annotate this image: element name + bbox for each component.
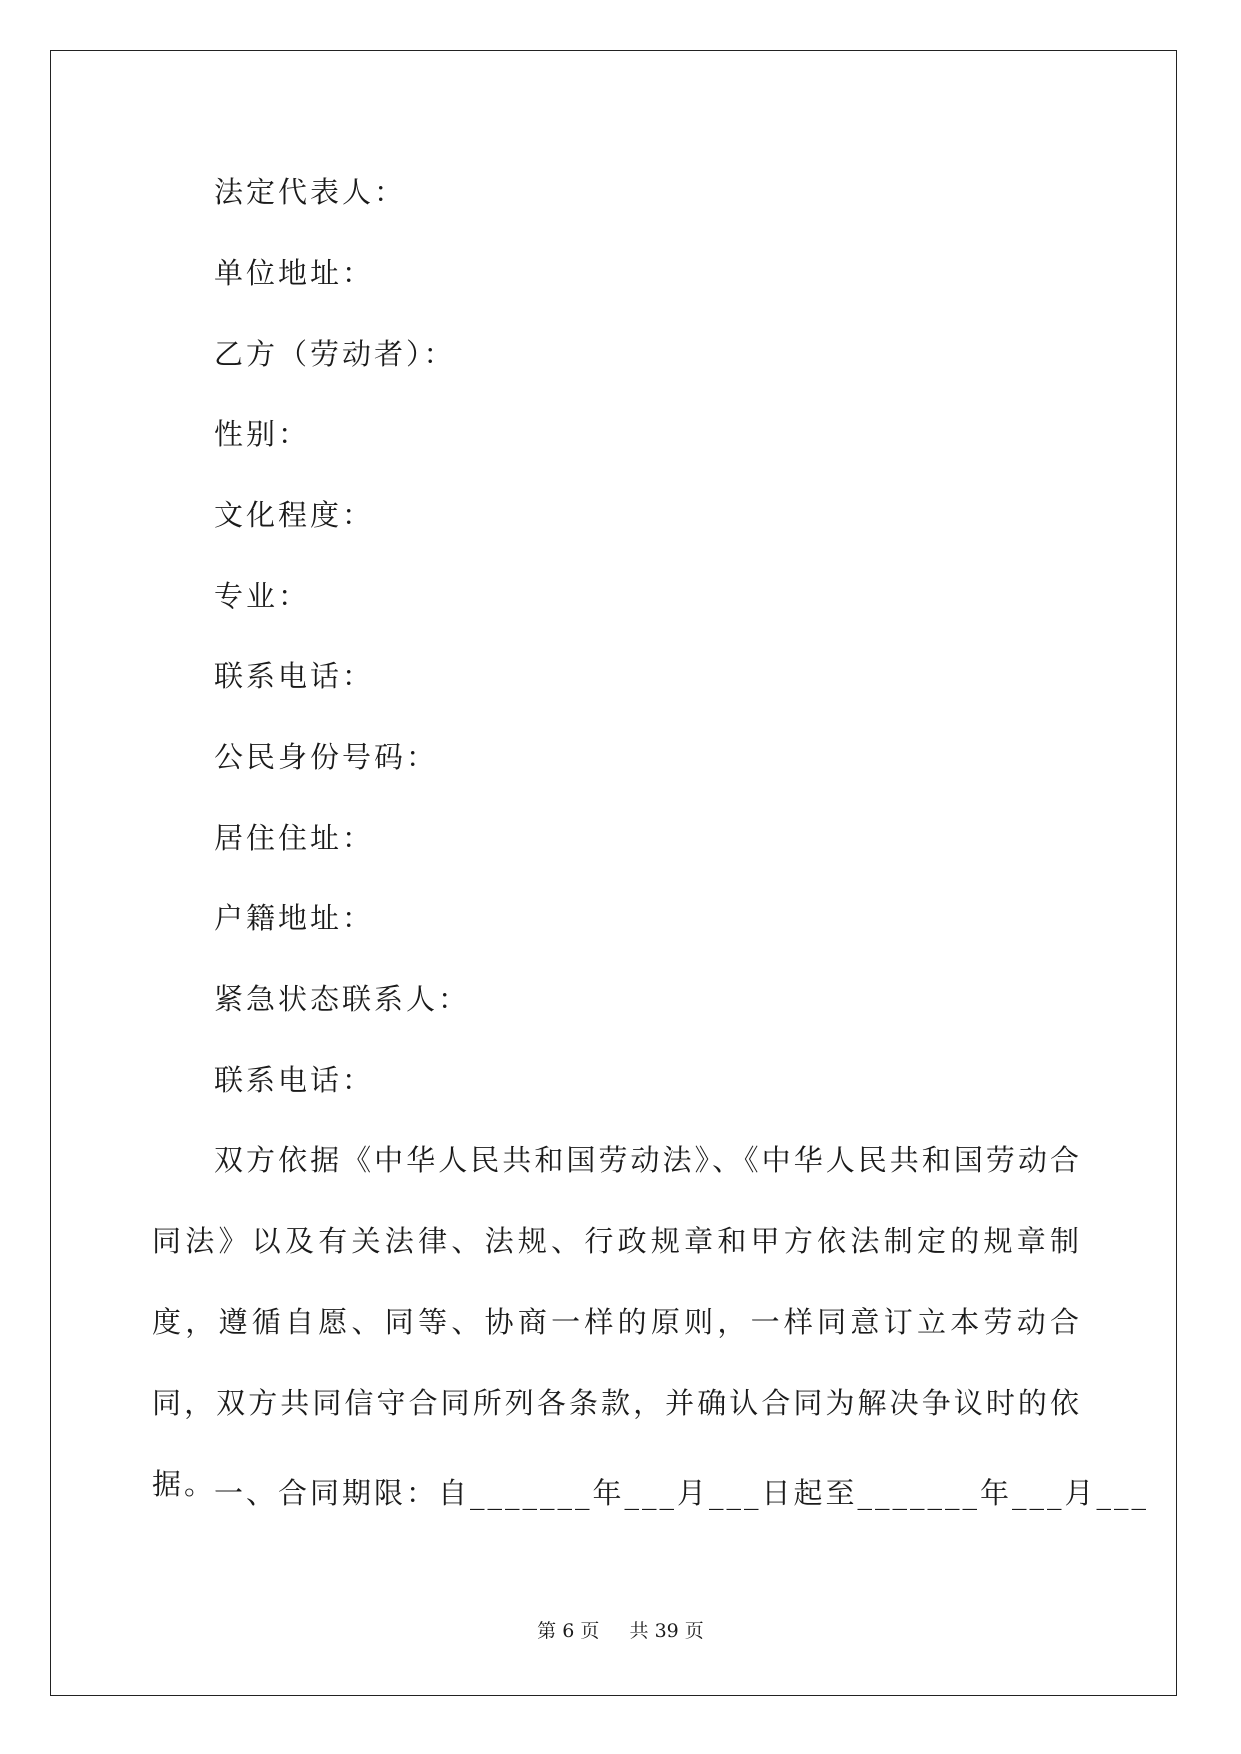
field-education: 文化程度： — [214, 498, 375, 532]
field-emergency-phone: 联系电话： — [214, 1063, 375, 1097]
field-id-number: 公民身份号码： — [214, 740, 439, 774]
field-major: 专业： — [214, 579, 311, 613]
page-number: 第 6 页 — [537, 1620, 600, 1642]
field-household-address: 户籍地址： — [214, 901, 375, 935]
field-phone: 联系电话： — [214, 659, 375, 693]
contract-term-line: 一、合同期限：自_______年___月___日起至_______年___月___ — [214, 1476, 1150, 1510]
page-total: 共 39 页 — [629, 1620, 704, 1642]
field-residence-address: 居住住址： — [214, 821, 375, 855]
field-gender: 性别： — [214, 417, 311, 451]
field-company-address: 单位地址： — [214, 256, 375, 290]
field-legal-representative: 法定代表人： — [214, 175, 407, 209]
field-emergency-contact: 紧急状态联系人： — [214, 982, 471, 1016]
contract-basis-paragraph: 双方依据《中华人民共和国劳动法》、《中华人民共和国劳动合同法》以及有关法律、法规、行政规章和甲方依法制定的规章制度，遵循自愿、同等、协商一样的原则，一样同意订立本劳动合同，双方共同信守合同所列各条款，并确认合同为解决争议时的依据。 — [152, 1143, 1082, 1501]
field-party-b: 乙方（劳动者）： — [214, 337, 456, 371]
page-footer — [0, 1618, 1241, 1644]
